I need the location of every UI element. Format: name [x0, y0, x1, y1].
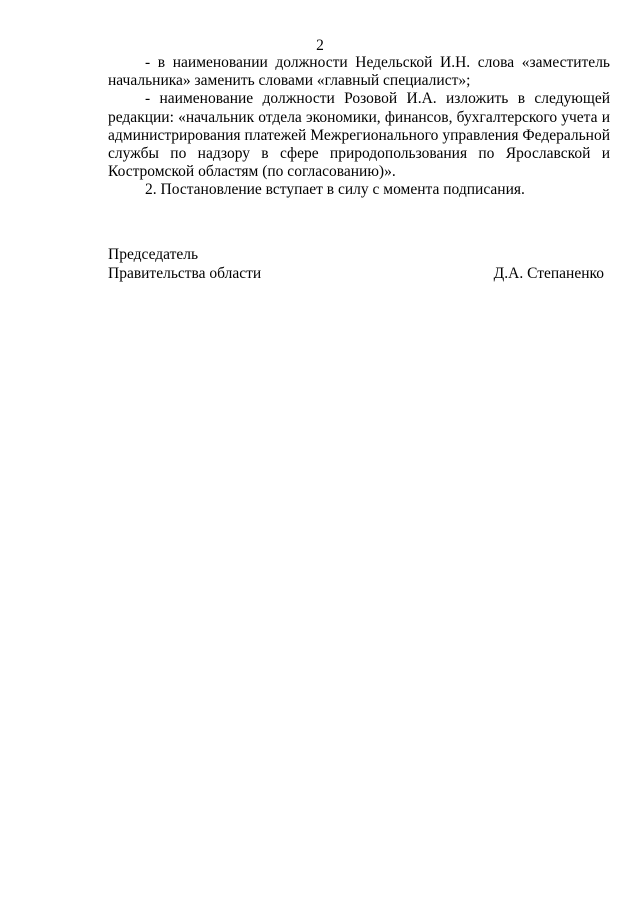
paragraph-nedelskaya: - в наименовании должности Недельской И.Н. слова «заместитель начальника» заменить словами «главный специалист»; — [108, 54, 610, 90]
signature-title-chairman: Председатель — [108, 246, 199, 263]
paragraph-effective-date: 2. Постановление вступает в силу с момента подписания. — [145, 181, 525, 199]
document-body — [108, 54, 610, 200]
paragraph-rozova: - наименование должности Розовой И.А. изложить в следующей редакции: «начальник отдела экономики, финансов, бухгалтерского учета и администрирования платежей Межрегионального управления Федеральной службы по надзору в сфере природопользования по Ярославской и Костромской областям (по согласованию)». — [108, 90, 610, 181]
signature-title-line-1 — [108, 246, 604, 265]
page-number: 2 — [316, 37, 324, 54]
signature-block — [108, 246, 604, 283]
signatory-name: Д.А. Степаненко — [493, 264, 604, 282]
signature-title-government: Правительства области — [108, 264, 262, 282]
signature-title-line-2 — [108, 265, 604, 284]
